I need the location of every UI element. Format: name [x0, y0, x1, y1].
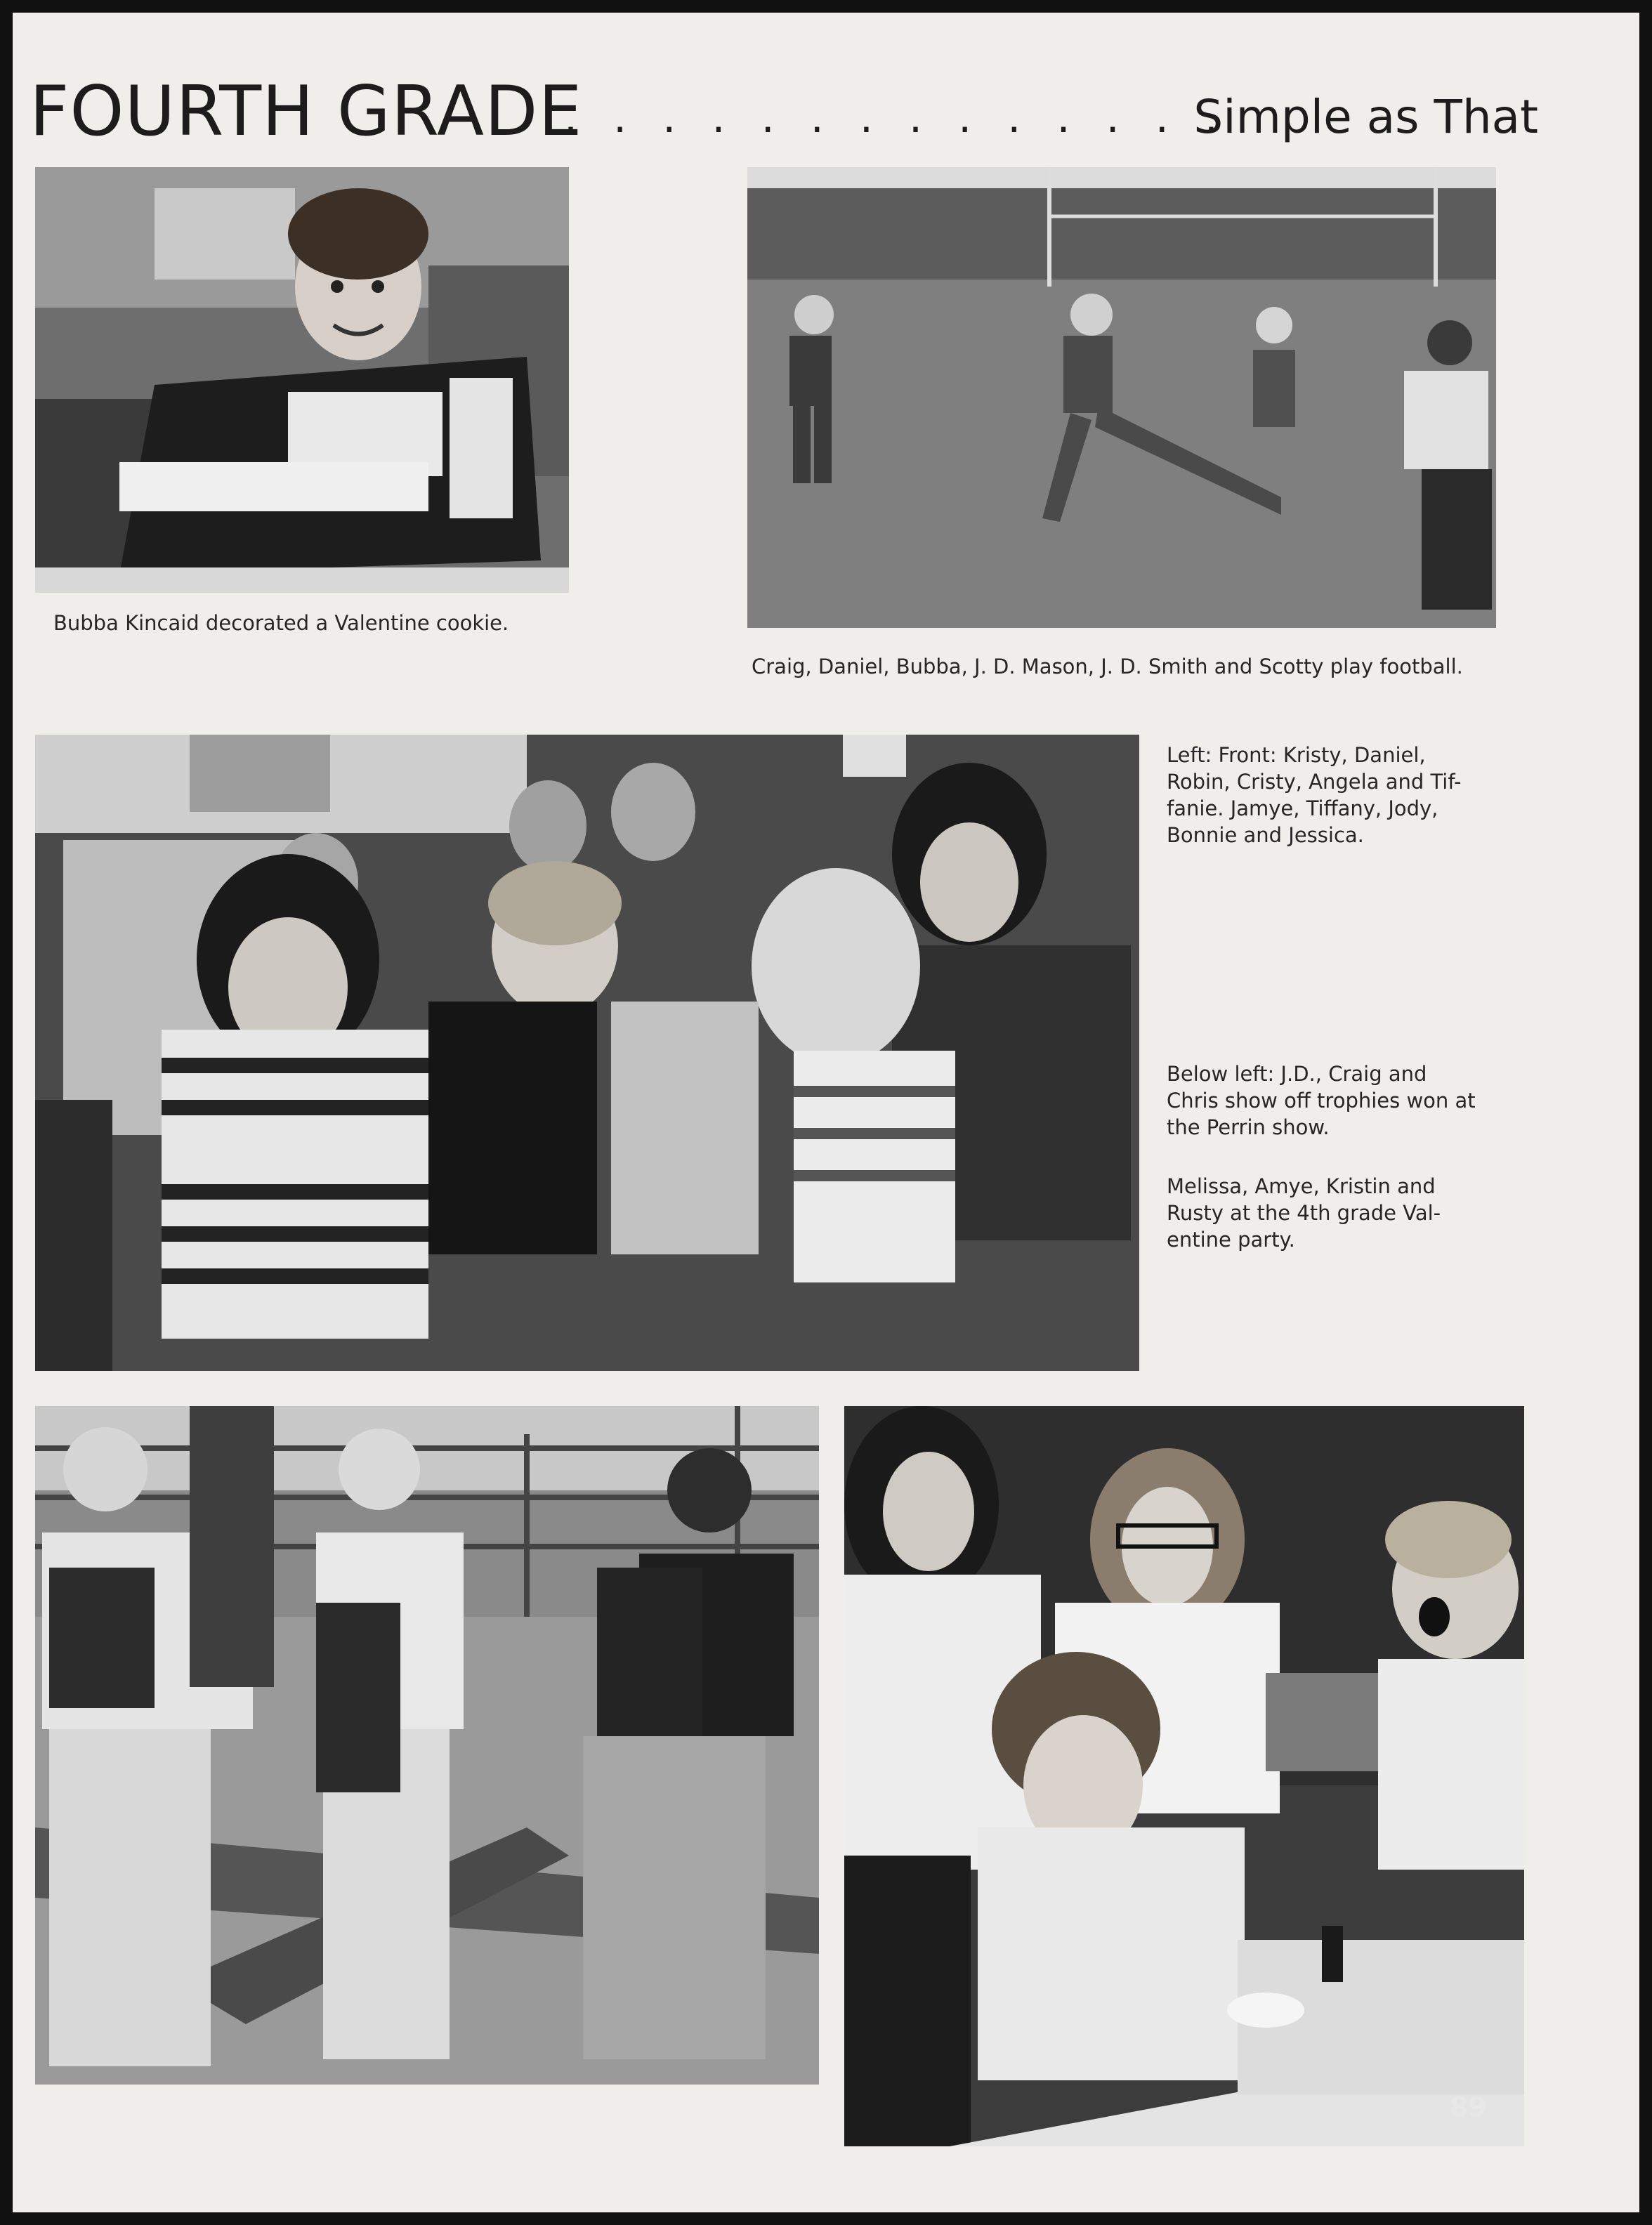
caption-trophies: [1167, 1061, 1488, 1141]
photo-football: [747, 167, 1496, 628]
photo-valentine-cookie-image: [35, 167, 569, 593]
caption-group-line: Left: Front: Kristy, Daniel,: [1167, 743, 1426, 767]
photo-trophies: [35, 1406, 819, 2085]
caption-party-line: entine party.: [1167, 1228, 1295, 1252]
photo-group-image: [35, 735, 1139, 1371]
caption-party: [1167, 1173, 1488, 1253]
dot-leader: . . . . . . . . . . . . . .: [564, 93, 1229, 143]
photo-trophies-image: [35, 1406, 819, 2085]
page-subtitle: Simple as That: [1193, 90, 1538, 144]
caption-group-line: Bonnie and Jessica.: [1167, 823, 1364, 847]
caption-party-line: Rusty at the 4th grade Val-: [1167, 1201, 1441, 1225]
photo-football-image: [747, 167, 1496, 628]
page-number: 89: [1450, 2092, 1487, 2122]
caption-group-line: fanie. Jamye, Tiffany, Jody,: [1167, 796, 1438, 820]
caption-trophies-line: Below left: J.D., Craig and: [1167, 1062, 1427, 1086]
photo-valentine-cookie: [35, 167, 569, 593]
caption-valentine-cookie: Bubba Kincaid decorated a Valentine cookie.: [53, 611, 509, 635]
photo-party: [844, 1406, 1524, 2146]
photo-party-image: [844, 1406, 1524, 2146]
caption-party-line: Melissa, Amye, Kristin and: [1167, 1174, 1436, 1198]
caption-football: Craig, Daniel, Bubba, J. D. Mason, J. D. Smith and Scotty play football.: [752, 655, 1463, 678]
page-title: FOURTH GRADE: [29, 72, 583, 152]
yearbook-page: [13, 13, 1639, 2212]
caption-group: [1167, 742, 1488, 848]
caption-trophies-line: Chris show off trophies won at: [1167, 1089, 1476, 1112]
photo-group: [35, 735, 1139, 1371]
caption-group-line: Robin, Cristy, Angela and Tif-: [1167, 770, 1462, 794]
caption-trophies-line: the Perrin show.: [1167, 1115, 1330, 1139]
